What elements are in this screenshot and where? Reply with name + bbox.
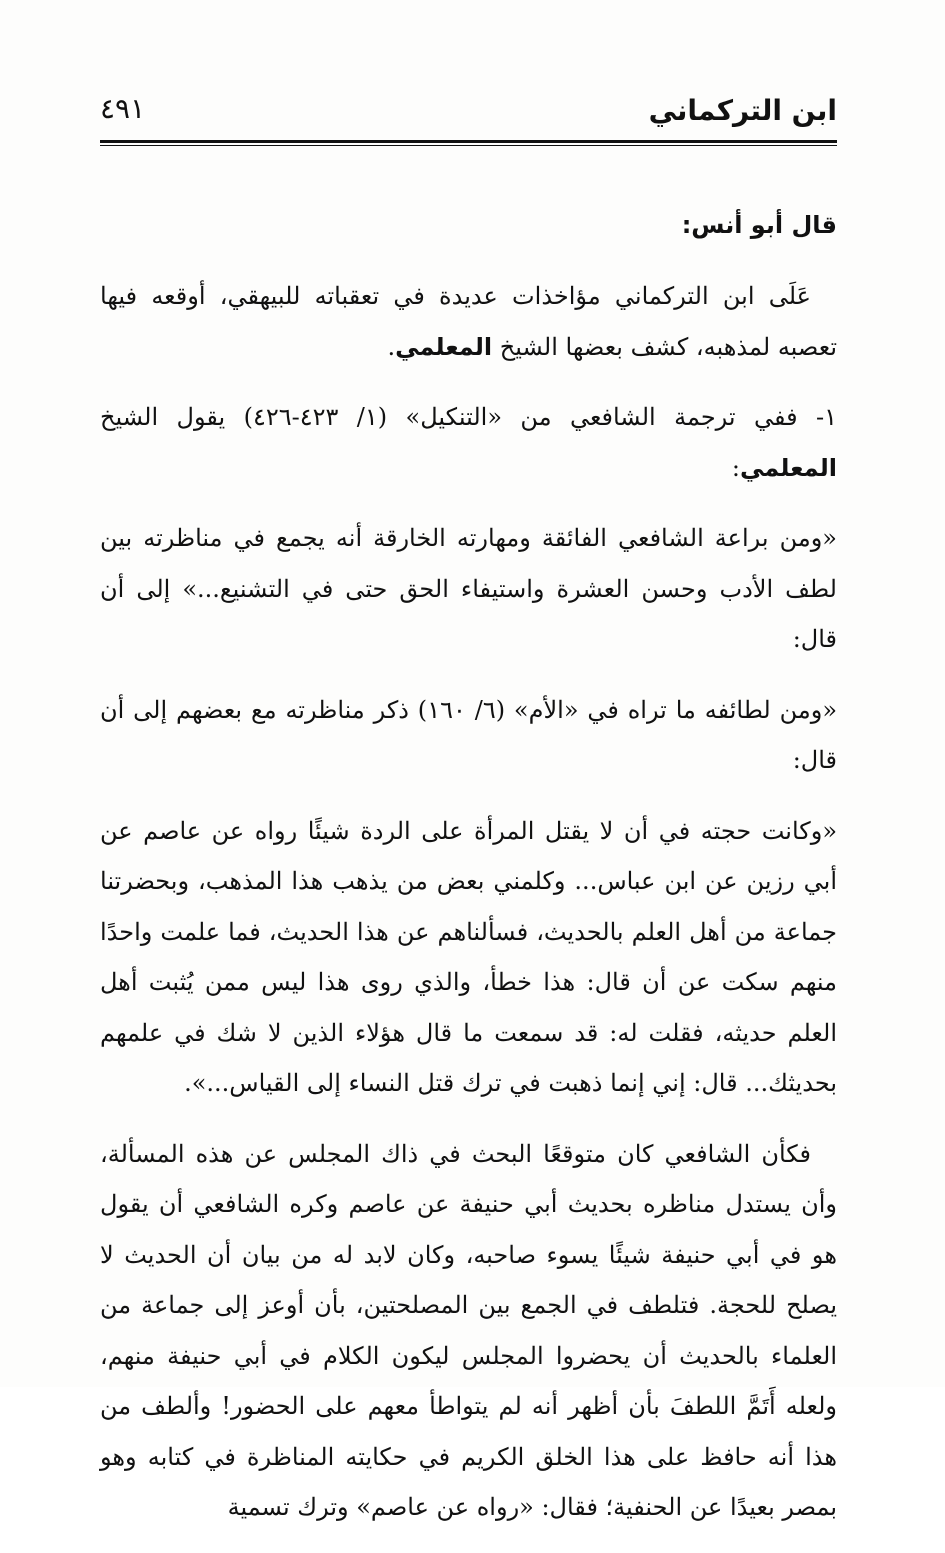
intro-paragraph: [100, 271, 837, 372]
item-1-text: ١- ففي ترجمة الشافعي من «التنكيل» (١/ ٤٢٣-٤٢٦) يقول الشيخ: [100, 403, 837, 431]
quote-1-paragraph: «ومن براعة الشافعي الفائقة ومهارته الخارقة أنه يجمع في مناظرته بين لطف الأدب وحسن العشرة واستيفاء الحق حتى في التشنيع...» إلى أن قال:: [100, 524, 837, 653]
page-header: [100, 82, 837, 140]
header-rule-thin: [100, 145, 837, 146]
page-number: ٤٩١: [100, 92, 146, 125]
running-title: ابن التركماني: [648, 94, 837, 127]
section-heading: قال أبو أنس:: [681, 211, 837, 239]
page-body: [100, 200, 837, 1553]
analysis-paragraph: فكأن الشافعي كان متوقعًا البحث في ذاك المجلس عن هذه المسألة، وأن يستدل مناظره بحديث أبي حنيفة عن عاصم وكره الشافعي أن يقول هو في أبي حنيفة شيئًا يسوء صاحبه، وكان لابد له من بيان أن الحديث لا يصلح للحجة. فتلطف في الجمع بين المصلحتين، بأن أوعز إلى جماعة من العلماء بالحديث أن يحضروا المجلس ليكون الكلام في أبي حنيفة منهم، ولعله أَتَمَّ اللطفَ بأن أظهر أنه لم يتواطأ معهم على الحضور! وألطف من هذا أنه حافظ على هذا الخلق الكريم في حكايته المناظرة في كتابه وهو بمصر بعيدًا عن الحنفية؛ فقال: «رواه عن عاصم» وترك تسمية: [100, 1139, 837, 1521]
item-1-paragraph: [100, 392, 837, 493]
intro-end: .: [387, 332, 396, 361]
quote-3-paragraph: «وكانت حجته في أن لا يقتل المرأة على الردة شيئًا رواه عن عاصم عن أبي رزين عن ابن عباس... وكلمني بعض من يذهب هذا المذهب، وبحضرتنا جماعة من أهل العلم بالحديث، فسألناهم عن هذا الحديث، فما علمت واحدًا منهم سكت عن أن قال: هذا خطأ، والذي روى هذا ليس ممن يُثبت أهل العلم حديثه، فقلت له: قد سمعت ما قال هؤلاء الذين لا شك في علمهم بحديثك... قال: إني إنما ذهبت في ترك قتل النساء إلى القياس...».: [100, 816, 838, 1097]
item-1-end: :: [731, 453, 740, 482]
item-1-bold-name: المعلمي: [739, 453, 837, 482]
intro-text: عَلَى ابن التركماني مؤاخذات عديدة في تعقباته للبيهقي، أوقعه فيها تعصبه لمذهبه، كشف بعضها الشيخ: [100, 282, 837, 361]
header-rule-thick: [100, 140, 837, 143]
intro-bold-name: المعلمي: [395, 332, 493, 361]
quote-2-paragraph: «ومن لطائفه ما تراه في «الأم» (٦/ ١٦٠) ذكر مناظرته مع بعضهم إلى أن قال:: [100, 695, 837, 774]
